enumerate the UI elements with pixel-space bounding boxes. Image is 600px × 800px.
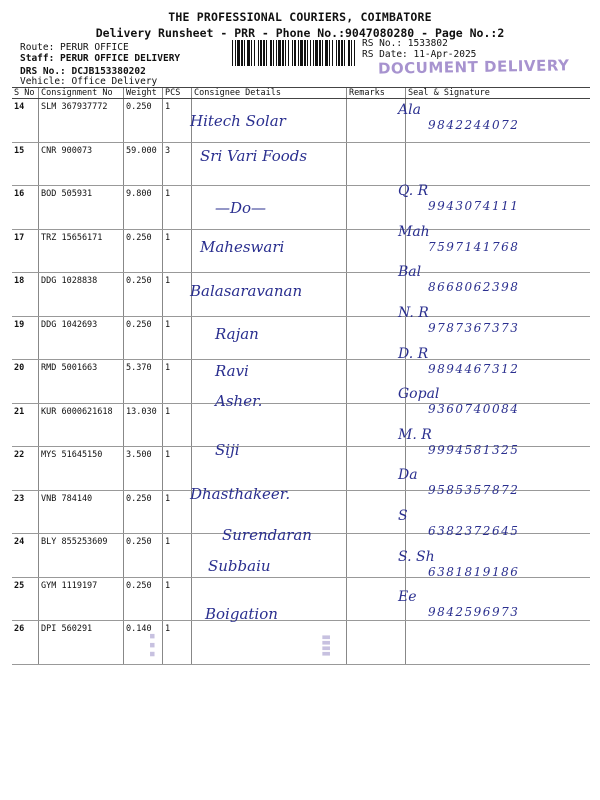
barcode-bar bbox=[251, 40, 252, 66]
cell-sno: 18 bbox=[12, 273, 39, 317]
faint-stamp-mark: ▮▮▮▮ bbox=[320, 634, 332, 657]
cell-sno: 17 bbox=[12, 229, 39, 273]
cell-pcs: 1 bbox=[163, 447, 192, 491]
cell-remarks bbox=[347, 229, 406, 273]
handwritten-signature: Q. R bbox=[398, 183, 429, 200]
barcode-bar bbox=[298, 40, 299, 66]
cell-sno: 26 bbox=[12, 621, 39, 665]
barcode-bar bbox=[354, 40, 355, 66]
cell-weight: 0.250 bbox=[124, 534, 163, 578]
company-title: THE PROFESSIONAL COURIERS, COIMBATORE bbox=[168, 10, 432, 24]
cell-weight: 0.250 bbox=[124, 490, 163, 534]
rs-date: RS Date: 11-Apr-2025 bbox=[362, 49, 477, 60]
barcode-bar bbox=[288, 40, 289, 66]
cell-sno: 16 bbox=[12, 186, 39, 230]
cell-consignment-no: DPI 560291 bbox=[39, 621, 124, 665]
col-remarks: Remarks bbox=[347, 88, 406, 99]
barcode-bar bbox=[270, 40, 272, 66]
table-row bbox=[12, 621, 590, 665]
col-pcs: PCS bbox=[163, 88, 192, 99]
handwritten-phone: 8668062398 bbox=[428, 280, 520, 295]
cell-signature bbox=[406, 621, 591, 665]
cell-remarks bbox=[347, 99, 406, 143]
barcode-bar bbox=[260, 40, 262, 66]
handwritten-phone: 9787367373 bbox=[428, 321, 520, 335]
cell-pcs: 1 bbox=[163, 360, 192, 404]
barcode-bar bbox=[235, 40, 236, 66]
barcode-bar bbox=[244, 40, 245, 66]
cell-weight: 59.000 bbox=[124, 142, 163, 186]
cell-pcs: 1 bbox=[163, 229, 192, 273]
handwritten-consignee: Rajan bbox=[215, 325, 259, 343]
handwritten-phone: 9842596973 bbox=[428, 605, 520, 620]
col-consignee: Consignee Details bbox=[192, 88, 347, 99]
handwritten-consignee: Asher. bbox=[215, 392, 263, 411]
cell-sno: 23 bbox=[12, 490, 39, 534]
route-label: Route: PERUR OFFICE bbox=[20, 42, 129, 53]
handwritten-signature: M. R bbox=[398, 426, 432, 443]
barcode-bar bbox=[254, 40, 255, 66]
handwritten-signature: D. R bbox=[398, 345, 429, 362]
handwritten-consignee: Sri Vari Foods bbox=[200, 146, 308, 165]
cell-remarks bbox=[347, 142, 406, 186]
cell-weight: 0.250 bbox=[124, 99, 163, 143]
col-sno: S No bbox=[12, 88, 39, 99]
cell-remarks bbox=[347, 490, 406, 534]
barcode-bar bbox=[237, 40, 240, 66]
cell-pcs: 1 bbox=[163, 490, 192, 534]
cell-sno: 15 bbox=[12, 142, 39, 186]
col-weight: Weight bbox=[124, 88, 163, 99]
table-header-row bbox=[12, 88, 590, 99]
handwritten-phone: 9943074111 bbox=[428, 199, 520, 214]
barcode-bar bbox=[338, 40, 340, 66]
cell-remarks bbox=[347, 534, 406, 578]
cell-remarks bbox=[347, 186, 406, 230]
cell-remarks bbox=[347, 447, 406, 491]
cell-sno: 19 bbox=[12, 316, 39, 360]
barcode-bar bbox=[232, 40, 233, 66]
cell-remarks bbox=[347, 316, 406, 360]
cell-consignment-no: TRZ 15656171 bbox=[39, 229, 124, 273]
barcode-image bbox=[232, 40, 356, 66]
handwritten-consignee: Maheswari bbox=[200, 237, 285, 256]
barcode-bar bbox=[300, 40, 303, 66]
cell-remarks bbox=[347, 403, 406, 447]
cell-consignment-no: MYS 51645150 bbox=[39, 447, 124, 491]
cell-sno: 21 bbox=[12, 403, 39, 447]
barcode-bar bbox=[315, 40, 318, 66]
barcode-bar bbox=[351, 40, 352, 66]
barcode-bar bbox=[258, 40, 259, 66]
cell-pcs: 1 bbox=[163, 99, 192, 143]
barcode-bar bbox=[325, 40, 328, 66]
handwritten-consignee: Boigation bbox=[205, 605, 278, 624]
cell-weight: 0.250 bbox=[124, 273, 163, 317]
cell-pcs: 1 bbox=[163, 273, 192, 317]
cell-remarks bbox=[347, 621, 406, 665]
handwritten-consignee: Hitech Solar bbox=[190, 112, 286, 130]
handwritten-consignee: Siji bbox=[215, 440, 240, 459]
cell-sno: 25 bbox=[12, 577, 39, 621]
document-delivery-stamp: DOCUMENT DELIVERY bbox=[377, 56, 570, 78]
barcode-bar bbox=[348, 40, 350, 66]
cell-weight: 3.500 bbox=[124, 447, 163, 491]
cell-consignment-no: GYM 1119197 bbox=[39, 577, 124, 621]
handwritten-consignee: Surendaran bbox=[222, 526, 312, 544]
barcode-bar bbox=[329, 40, 330, 66]
handwritten-phone: 7597141768 bbox=[428, 239, 520, 254]
barcode-bar bbox=[292, 40, 293, 66]
barcode-bar bbox=[273, 40, 274, 66]
cell-weight: 0.140 bbox=[124, 621, 163, 665]
cell-sno: 20 bbox=[12, 360, 39, 404]
vehicle-label: Vehicle: Office Delivery bbox=[20, 76, 158, 87]
handwritten-phone: 6381819186 bbox=[428, 564, 520, 579]
barcode-bar bbox=[241, 40, 243, 66]
barcode-bar bbox=[278, 40, 281, 66]
cell-weight: 0.250 bbox=[124, 577, 163, 621]
cell-sno: 22 bbox=[12, 447, 39, 491]
barcode-bar bbox=[336, 40, 337, 66]
handwritten-signature: S bbox=[398, 508, 408, 524]
handwritten-consignee: Balasaravanan bbox=[190, 282, 303, 301]
cell-consignment-no: SLM 367937772 bbox=[39, 99, 124, 143]
handwritten-consignee: Ravi bbox=[215, 361, 249, 380]
cell-weight: 13.030 bbox=[124, 403, 163, 447]
barcode-bar bbox=[304, 40, 306, 66]
cell-consignment-no: KUR 6000621618 bbox=[39, 403, 124, 447]
barcode-bar bbox=[266, 40, 267, 66]
cell-pcs: 1 bbox=[163, 534, 192, 578]
cell-remarks bbox=[347, 273, 406, 317]
col-seal-signature: Seal & Signature bbox=[406, 88, 591, 99]
cell-consignment-no: DDG 1042693 bbox=[39, 316, 124, 360]
handwritten-signature: Mah bbox=[398, 223, 430, 240]
handwritten-signature: Ala bbox=[398, 102, 421, 118]
handwritten-signature: Da bbox=[398, 467, 418, 484]
handwritten-signature: S. Sh bbox=[398, 548, 435, 565]
handwritten-signature: Gopal bbox=[398, 386, 440, 403]
handwritten-phone: 9894467312 bbox=[428, 361, 520, 376]
cell-remarks bbox=[347, 577, 406, 621]
handwritten-phone: 9360740084 bbox=[428, 402, 520, 417]
handwritten-phone: 9842244072 bbox=[428, 118, 520, 132]
cell-weight: 0.250 bbox=[124, 316, 163, 360]
barcode-bar bbox=[341, 40, 343, 66]
cell-weight: 9.800 bbox=[124, 186, 163, 230]
cell-consignment-no: RMD 5001663 bbox=[39, 360, 124, 404]
barcode-bar bbox=[282, 40, 284, 66]
barcode-bar bbox=[313, 40, 314, 66]
handwritten-signature: Bal bbox=[398, 264, 422, 281]
staff-label: Staff: PERUR OFFICE DELIVERY bbox=[20, 53, 181, 64]
handwritten-consignee: —Do— bbox=[215, 199, 267, 218]
barcode-bar bbox=[319, 40, 321, 66]
cell-consignment-no: BOD 505931 bbox=[39, 186, 124, 230]
handwritten-consignee: Subbaiu bbox=[208, 556, 271, 575]
handwritten-consignee: Dhasthakeer. bbox=[190, 485, 291, 504]
barcode-bar bbox=[263, 40, 265, 66]
runsheet-subtitle: Delivery Runsheet - PRR - Phone No.:9047080280 - Page No.:2 bbox=[95, 26, 505, 40]
handwritten-phone: 6382372645 bbox=[428, 524, 520, 538]
barcode-bar bbox=[285, 40, 286, 66]
cell-signature bbox=[406, 142, 591, 186]
barcode-bar bbox=[276, 40, 277, 66]
rs-number: RS No.: 1533802 bbox=[362, 38, 448, 49]
handwritten-signature: Ee bbox=[398, 589, 417, 606]
cell-pcs: 1 bbox=[163, 403, 192, 447]
col-consignment: Consignment No bbox=[39, 88, 124, 99]
cell-pcs: 1 bbox=[163, 621, 192, 665]
cell-pcs: 1 bbox=[163, 577, 192, 621]
cell-consignment-no: DDG 1028838 bbox=[39, 273, 124, 317]
barcode-bar bbox=[332, 40, 333, 66]
cell-consignment-no: CNR 900073 bbox=[39, 142, 124, 186]
handwritten-phone: 9585357872 bbox=[428, 483, 520, 498]
cell-sno: 14 bbox=[12, 99, 39, 143]
barcode-bar bbox=[247, 40, 250, 66]
cell-sno: 24 bbox=[12, 534, 39, 578]
cell-pcs: 3 bbox=[163, 142, 192, 186]
cell-pcs: 1 bbox=[163, 316, 192, 360]
cell-remarks bbox=[347, 360, 406, 404]
handwritten-signature: N. R bbox=[398, 305, 429, 321]
barcode-bar bbox=[322, 40, 323, 66]
barcode-bar bbox=[307, 40, 308, 66]
cell-weight: 0.250 bbox=[124, 229, 163, 273]
faint-stamp-mark: ▪ ▪ ▪ bbox=[147, 632, 158, 658]
barcode-bar bbox=[310, 40, 311, 66]
barcode-bar bbox=[294, 40, 296, 66]
cell-consignment-no: VNB 784140 bbox=[39, 490, 124, 534]
drs-label: DRS No.: DCJB153380202 bbox=[20, 66, 146, 77]
cell-pcs: 1 bbox=[163, 186, 192, 230]
handwritten-phone: 9994581325 bbox=[428, 442, 520, 457]
barcode-bar bbox=[344, 40, 345, 66]
cell-weight: 5.370 bbox=[124, 360, 163, 404]
cell-consignment-no: BLY 855253609 bbox=[39, 534, 124, 578]
